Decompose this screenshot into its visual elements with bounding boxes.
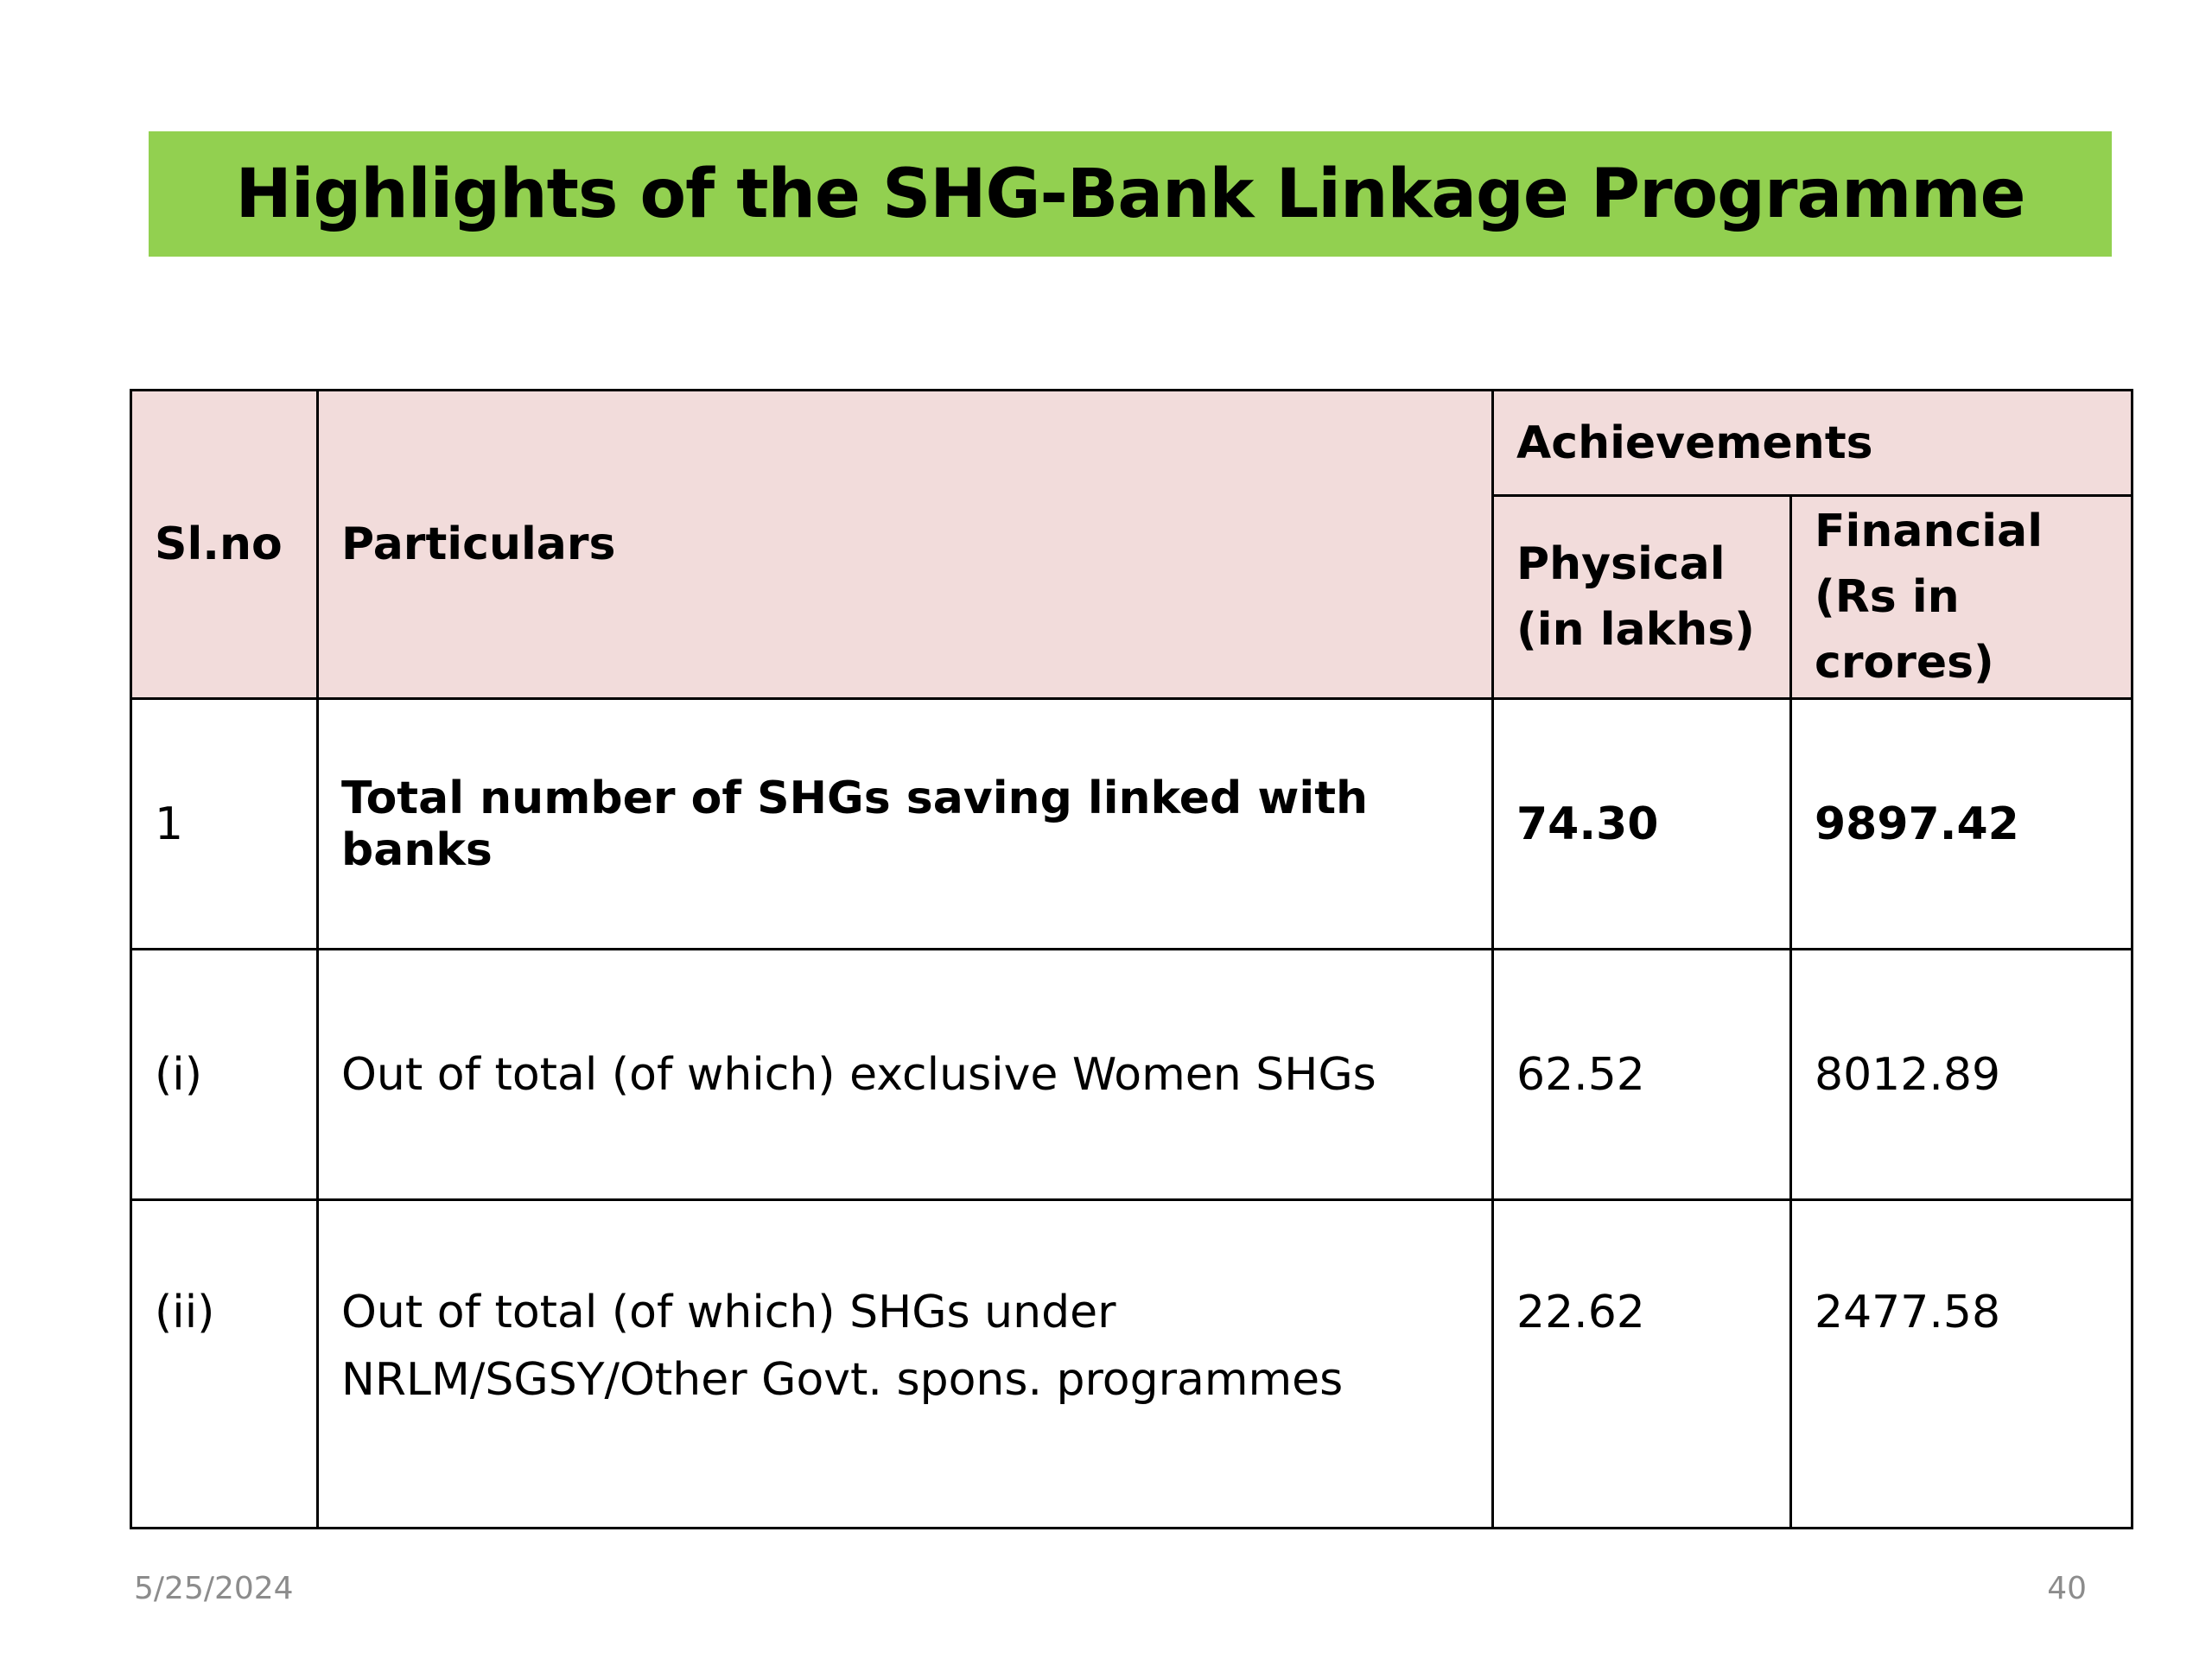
row-particulars: Total number of SHGs saving linked with banks xyxy=(318,699,1493,950)
header-financial-line1: Financial xyxy=(1815,505,2044,557)
row-particulars-line1: Out of total (of which) SHGs under xyxy=(341,1287,1116,1338)
row-physical: 62.52 xyxy=(1493,950,1791,1200)
table-row xyxy=(131,1200,2133,1529)
header-slno: Sl.no xyxy=(131,391,318,699)
row-financial: 8012.89 xyxy=(1791,950,2133,1200)
header-physical xyxy=(1493,496,1791,699)
title-banner xyxy=(149,131,2112,257)
footer-page-number: 40 xyxy=(2047,1571,2087,1606)
header-achievements: Achievements xyxy=(1493,391,2133,496)
header-financial-line2: (Rs in crores) xyxy=(1815,571,1994,689)
row-financial: 9897.42 xyxy=(1791,699,2133,950)
row-particulars xyxy=(318,1200,1493,1529)
row-particulars-line2: NRLM/SGSY/Other Govt. spons. programmes xyxy=(341,1354,1344,1406)
slide-title: Highlights of the SHG-Bank Linkage Programme xyxy=(235,155,2025,233)
row-financial: 2477.58 xyxy=(1791,1200,2133,1529)
header-physical-line2: (in lakhs) xyxy=(1516,604,1755,656)
row-physical: 22.62 xyxy=(1493,1200,1791,1529)
row-particulars: Out of total (of which) exclusive Women SHGs xyxy=(318,950,1493,1200)
header-financial xyxy=(1791,496,2133,699)
row-slno: (ii) xyxy=(131,1200,318,1529)
highlights-table xyxy=(130,389,2133,1529)
row-slno: 1 xyxy=(131,699,318,950)
row-physical: 74.30 xyxy=(1493,699,1791,950)
row-slno: (i) xyxy=(131,950,318,1200)
footer-date: 5/25/2024 xyxy=(134,1571,294,1606)
table-header-row xyxy=(131,391,2133,496)
table-row xyxy=(131,699,2133,950)
header-physical-line1: Physical xyxy=(1516,538,1726,590)
header-particulars: Particulars xyxy=(318,391,1493,699)
table-row xyxy=(131,950,2133,1200)
